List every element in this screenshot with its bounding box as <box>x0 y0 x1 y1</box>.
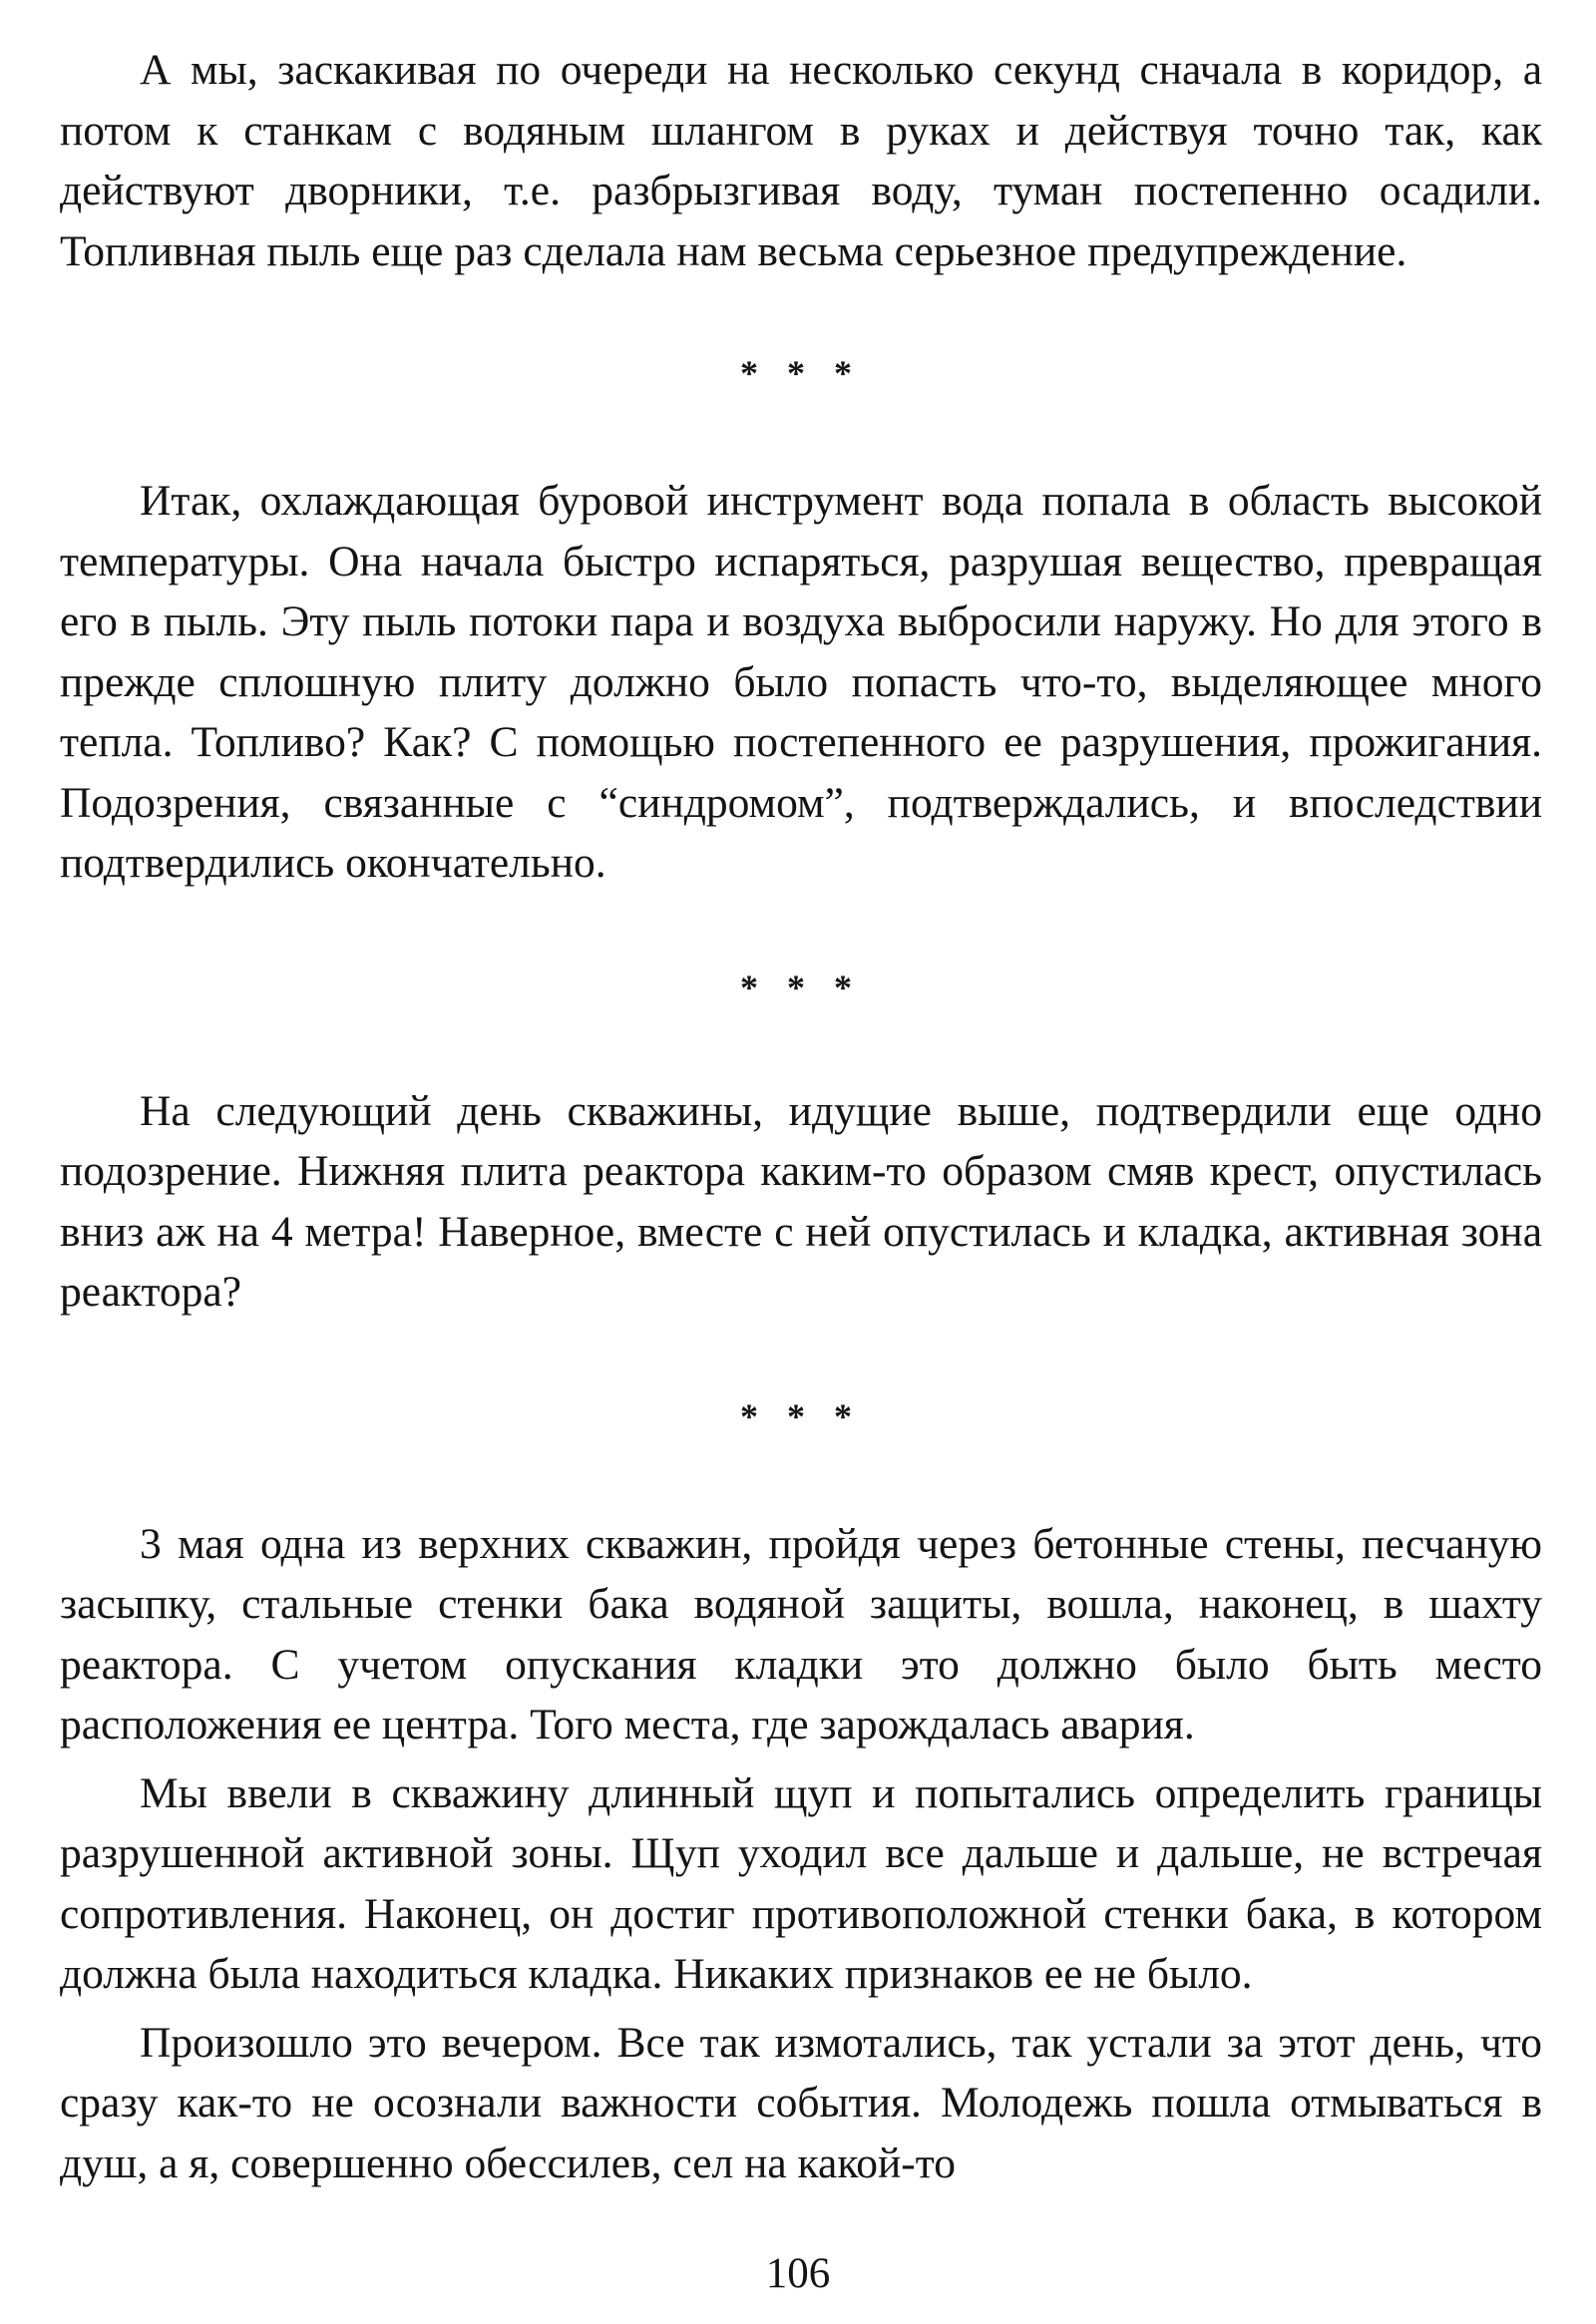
page-body <box>60 40 1542 2193</box>
section-separator: * * * <box>740 1395 862 1436</box>
paragraph: Итак, охлаждающая буровой инструмент вода попала в область высокой температуры. Она начала быстро испаряться, разрушая вещество, превращая его в пыль. Эту пыль потоки пара и воздуха выбросили наружу. Но для этого в прежде сплошную плиту должно было попасть что-то, выделяющее много тепла. Топливо? Как? С помощью постепенного ее разрушения, прожигания. Подозрения, связанные с “синдромом”, подтверждались, и впоследствии подтвердились окончательно. <box>60 477 1542 887</box>
paragraph: 3 мая одна из верхних скважин, пройдя через бетонные стены, песчаную засыпку, стальные стенки бака водяной защиты, вошла, наконец, в шахту реактора. С учетом опускания кладки это должно было быть место расположения ее центра. Того места, где зарождалась авария. <box>60 1519 1542 1748</box>
page-number: 106 <box>765 2250 831 2297</box>
paragraph: А мы, заскакивая по очереди на несколько секунд сначала в коридор, а потом к станкам с водяным шлангом в руках и действуя точно так, как действуют дворники, т.е. разбрызгивая воду, туман постепенно осадили. Топливная пыль еще раз сделала нам весьма серьезное предупреждение. <box>60 46 1542 275</box>
section-separator: * * * <box>740 353 862 393</box>
paragraph: Произошло это вечером. Все так измотались, так устали за этот день, что сразу как-то не осознали важности события. Молодежь пошла отмываться в душ, а я, совершенно обессилев, сел на какой-то <box>60 2018 1542 2187</box>
paragraph: На следующий день скважины, идущие выше, подтвердили еще одно подозрение. Нижняя плита реактора каким-то образом смяв крест, опустилась вниз аж на 4 метра! Наверное, вместе с ней опустилась и кладка, активная зона реактора? <box>60 1086 1542 1316</box>
paragraph: Мы ввели в скважину длинный щуп и попытались определить границы разрушенной активной зоны. Щуп уходил все дальше и дальше, не встречая сопротивления. Наконец, он достиг противоположной стенки бака, в котором должна была находиться кладка. Никаких признаков ее не было. <box>60 1768 1542 1998</box>
section-separator: * * * <box>740 967 862 1007</box>
